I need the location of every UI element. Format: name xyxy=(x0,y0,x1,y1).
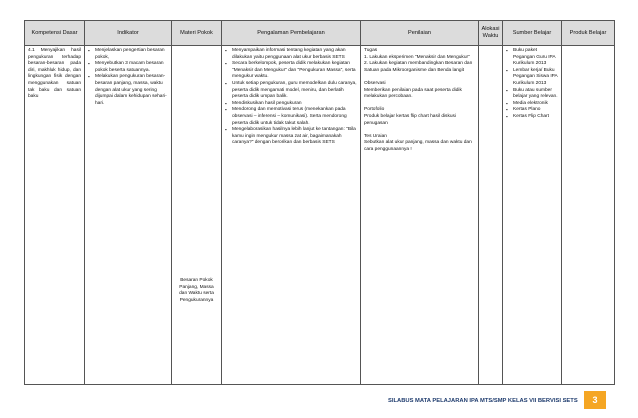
pengalaman-item: ▪ Untuk setiap pengukuran, guru memodelkan dulu caranya, peserta didik mengamati model, meniru, dan berlatih peserta didik umpan balik. xyxy=(232,81,357,101)
observasi-text: Memberikan penilaian pada saat peserta didik melakukan percobaan. xyxy=(364,87,462,100)
cell-pengalaman xyxy=(222,46,361,385)
sumber-item: ▪ Kertas Plano xyxy=(513,107,558,114)
portofolio-text: Produk belajar kertas flip chart hasil diskusi penugasan xyxy=(364,113,456,126)
header-penilaian: Penilaian xyxy=(361,21,479,46)
sumber-item: ▪ Buku atau sumber belajar yang relevan. xyxy=(513,88,558,101)
header-pengalaman-pembelajaran: Pengalaman Pembelajaran xyxy=(222,21,361,46)
cell-produk-belajar xyxy=(562,46,615,385)
tugas-title: Tugas xyxy=(364,48,378,53)
tes-title: Tes Uraian xyxy=(364,133,387,139)
header-indikator: Indikator xyxy=(85,21,172,46)
cell-materi-pokok xyxy=(172,46,222,385)
cell-kompetensi-dasar xyxy=(25,46,85,385)
kd-text: 4.1 Menyajikan hasil pengukuran terhadap besaran-besaran pada diri, makhluk hidup, dan lingkungan fisik dengan menggunakan satuan tak baku dan satuan baku xyxy=(28,48,81,100)
cell-alokasi-waktu xyxy=(479,46,503,385)
header-sumber-belajar: Sumber Belajar xyxy=(503,21,562,46)
table-row xyxy=(25,46,615,385)
tugas-item: 2. Lakukan kegiatan membandingkan Besaran dan Satuan pada Mikroorganisme dan Benda langit xyxy=(364,61,473,73)
pengalaman-item: ▪ Mengelaborasikan hasilnya lebih lanjut ke tantangan: "Bila kamu ingin mengukur massa zat air, bagaimanakah caranya?" dengan berorikan dan berbasis SETS xyxy=(232,127,357,147)
sumber-item: ▪ Buku paket Pegangan Guru IPA Kurikulum 2013 xyxy=(513,48,558,68)
pengalaman-item: ▪ Mendorong dan memotivasi terus (menekankan pada observasi – inferensi – komunikasi). Serta mendorong peserta didik untuk tidak takut salah. xyxy=(232,107,357,127)
footer-text: SILABUS MATA PELAJARAN IPA MTS/SMP KELAS VII BERVISI SETS xyxy=(388,398,578,404)
tes-text: Sebutkan alat ukur panjang, massa dan waktu dan cara penggunaannya ! xyxy=(364,140,472,152)
header-alokasi-waktu: Alokasi Waktu xyxy=(479,21,503,46)
header-kompetensi-dasar: Kompetensi Dasar xyxy=(25,21,85,46)
observasi-title: Observasi xyxy=(364,80,386,86)
cell-indikator xyxy=(85,46,172,385)
cell-sumber-belajar xyxy=(503,46,562,385)
indikator-item: ▪ Menjelaskan pengertian besaran pokok, xyxy=(95,48,168,61)
cell-penilaian xyxy=(361,46,479,385)
page-number: 3 xyxy=(584,391,606,409)
portofolio-title: Portofolio xyxy=(364,107,385,113)
sumber-item: ▪ Media elektronik xyxy=(513,101,558,108)
pengalaman-item: ▪ Menyampaikan informasi tentang kegiatan yang akan dilakukan yaitu penggunaan alat ukur berbasis SETS xyxy=(232,48,357,61)
pengalaman-item: ▪ Mendiskusikan hasil pengukuran xyxy=(232,101,357,108)
sumber-item: ▪ Kertas Flip Chart xyxy=(513,114,558,121)
pengalaman-item: ▪ Secara berkelompok, peserta didik melakukan kegiatan "Menaksir dan Mengukur" dan "Pengukuran Massa", serta mengukur waktu. xyxy=(232,61,357,81)
header-produk-belajar: Produk Belajar xyxy=(562,21,615,46)
tugas-item: 1. Lakukan eksperimen "Menaksir dan Mengukur" xyxy=(364,54,470,60)
syllabus-table xyxy=(24,20,615,385)
table-header-row xyxy=(25,21,615,46)
indikator-item: ▪ Melakukan pengukuran besaran-besaran panjang, massa, waktu dengan alat ukur yang sering dijumpai dalam kehidupan sehari-hari. xyxy=(95,74,168,107)
indikator-item: ▪ Menyebutkan 3 macam besaran pokok beserta satuannya. xyxy=(95,61,168,74)
materi-text: Besaran Pokok Panjang, Massa dan Waktu serta Pengukurannya xyxy=(179,278,214,303)
sumber-item: ▪ Lembar kerja/ Buku Pegangan Siswa IPA Kurikulum 2013 xyxy=(513,68,558,88)
header-materi-pokok: Materi Pokok xyxy=(172,21,222,46)
